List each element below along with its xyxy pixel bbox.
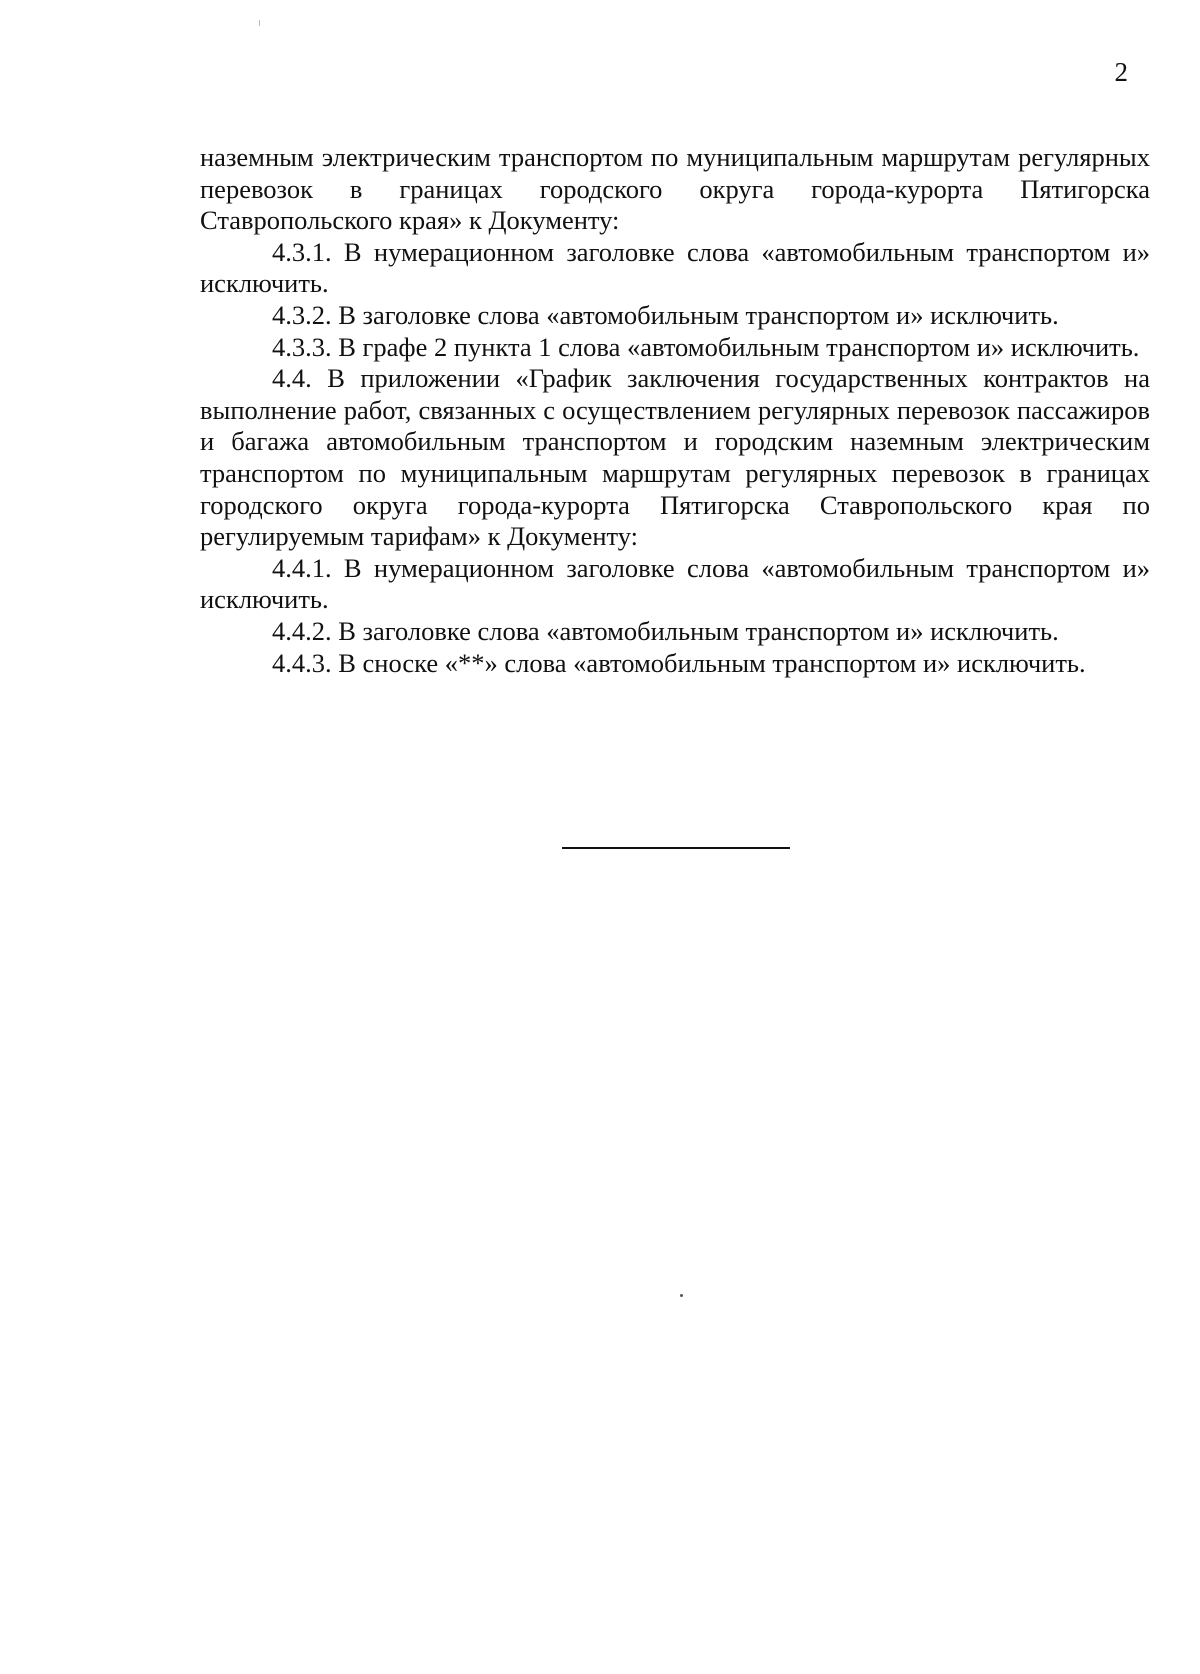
paragraph-item-4-4-1: 4.4.1. В нумерационном заголовке слова «автомобильным транспортом и» исключить. (200, 552, 1150, 615)
page-number: 2 (1114, 57, 1128, 87)
paragraph-item-4-3-3: 4.3.3. В графе 2 пункта 1 слова «автомобильным транспортом и» исключить. (272, 331, 1140, 362)
scan-speck (259, 20, 260, 26)
paragraph-item-4-4-3: 4.4.3. В сноске «**» слова «автомобильным транспортом и» исключить. (272, 647, 1086, 678)
closing-rule-line (562, 847, 790, 849)
scan-speck (680, 1294, 683, 1297)
paragraph-intro-continuation: наземным электрическим транспортом по муниципальным маршрутам регулярных перевозок в границах городского округа города-курорта Пятигорска Ставропольского края» к Документу: (200, 142, 1150, 236)
paragraph-item-4-4: 4.4. В приложении «График заключения государственных контрактов на выполнение работ, связанных с осуществлением регулярных перевозок пассажиров и багажа автомобильным транспортом и городским наземным электрическим транспортом по муниципальным маршрутам регулярных перевозок в границах городского округа города-курорта Пятигорска Ставропольского края по регулируемым тарифам» к Документу: (200, 363, 1150, 552)
paragraph-item-4-3-1: 4.3.1. В нумерационном заголовке слова «автомобильным транспортом и» исключить. (200, 236, 1150, 299)
paragraph-item-4-3-2: 4.3.2. В заголовке слова «автомобильным транспортом и» исключить. (272, 299, 1059, 330)
document-body (200, 142, 1150, 679)
paragraph-item-4-4-2: 4.4.2. В заголовке слова «автомобильным транспортом и» исключить. (272, 615, 1059, 646)
